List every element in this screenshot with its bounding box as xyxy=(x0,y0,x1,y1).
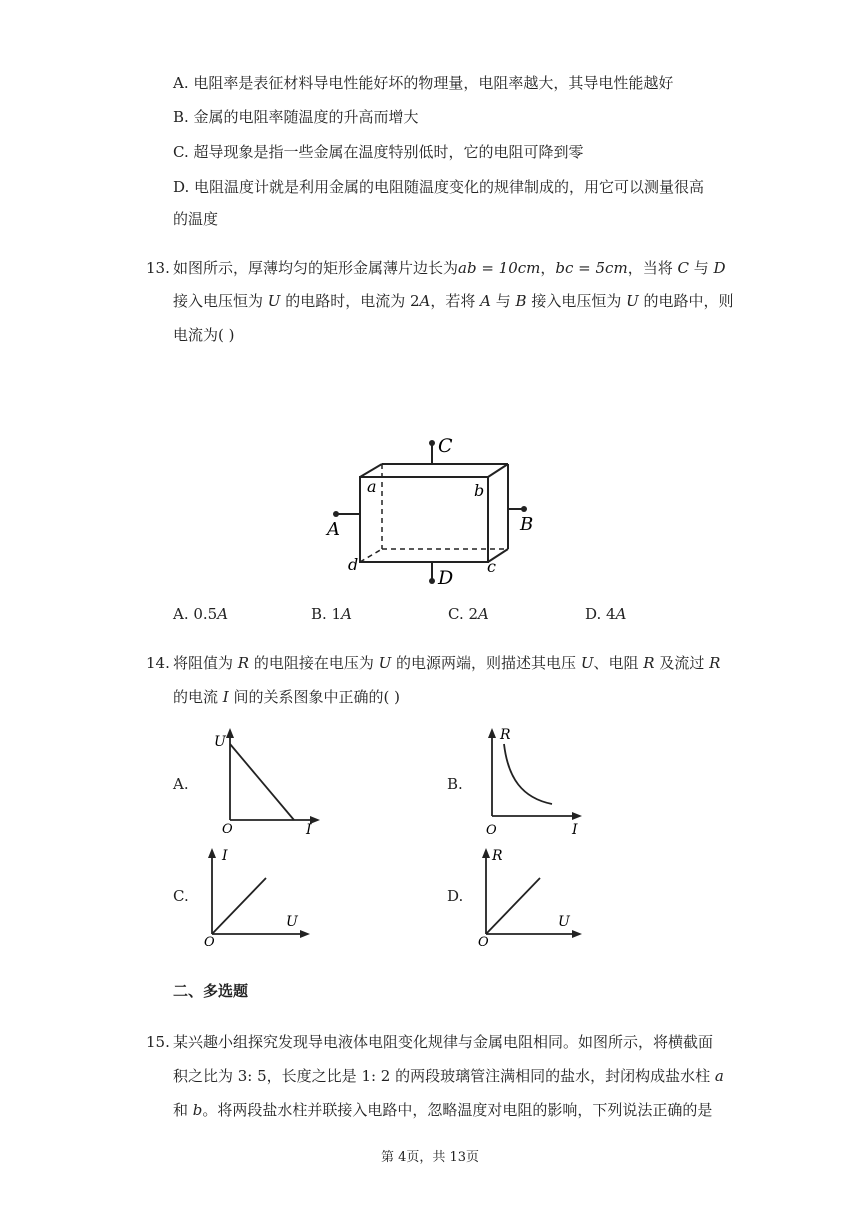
q15-line2: 积之比为 3: 5，长度之比是 1: 2 的两段玻璃管注满相同的盐水，封闭构成盐水柱 a xyxy=(173,1067,724,1085)
q12-option-b: B. 金属的电阻率随温度的升高而增大 xyxy=(173,108,419,126)
graph-b-x-label: I xyxy=(572,822,578,838)
graph-d-x-label: U xyxy=(558,914,570,930)
q14-line1: 将阻值为 R 的电阻接在电压为 U 的电源两端，则描述其电压 U、电阻 R 及流过 R xyxy=(173,654,721,672)
q13-option-c: C. 2A xyxy=(448,605,489,623)
q13-metal-sheet-figure xyxy=(322,432,552,592)
label-C: C xyxy=(438,435,453,457)
label-d: d xyxy=(348,555,359,574)
q12-option-c: C. 超导现象是指一些金属在温度特别低时，它的电阻可降到零 xyxy=(173,143,584,161)
q14-option-b-label: B. xyxy=(447,775,463,793)
graph-a-origin: O xyxy=(222,822,233,837)
q14-line2: 的电流 I 间的关系图象中正确的( ) xyxy=(173,688,400,706)
q12-option-a: A. 电阻率是表征材料导电性能好坏的物理量，电阻率越大，其导电性能越好 xyxy=(173,74,674,92)
q14-graph-a xyxy=(214,726,324,838)
page-footer: 第 4页，共 13页 xyxy=(380,1150,480,1165)
graph-a-y-label: U xyxy=(214,734,226,750)
q14-option-a-label: A. xyxy=(173,775,189,793)
label-b: b xyxy=(474,481,485,500)
q13-line2: 接入电压恒为 U 的电路时，电流为 2A，若将 A 与 B 接入电压恒为 U 的电路中，则 xyxy=(173,292,734,310)
q13-line1: 如图所示，厚薄均匀的矩形金属薄片边长为ab = 10cm，bc = 5cm，当将 C 与 D xyxy=(173,259,726,277)
q13-option-a: A. 0.5A xyxy=(173,605,229,623)
q14-graph-b xyxy=(480,726,590,838)
q14-graph-d xyxy=(476,844,586,948)
graph-b-y-label: R xyxy=(500,727,511,743)
q12-option-d-line2: 的温度 xyxy=(173,210,219,228)
graph-b-origin: O xyxy=(486,823,497,838)
q14-number: 14. xyxy=(146,654,170,672)
label-a: a xyxy=(367,477,377,496)
graph-c-y-label: I xyxy=(222,848,228,864)
label-D: D xyxy=(438,567,454,589)
graph-c-origin: O xyxy=(204,935,215,948)
q15-line1: 某兴趣小组探究发现导电液体电阻变化规律与金属电阻相同。如图所示，将横截面 xyxy=(173,1033,714,1051)
q12-option-d-line1: D. 电阻温度计就是利用金属的电阻随温度变化的规律制成的，用它可以测量很高 xyxy=(173,178,705,196)
label-c: c xyxy=(487,557,496,576)
q13-number: 13. xyxy=(146,259,170,277)
graph-a-x-label: I xyxy=(306,822,312,838)
section-heading: 二、多选题 xyxy=(173,982,249,1000)
q14-option-c-label: C. xyxy=(173,887,189,905)
graph-c-x-label: U xyxy=(286,914,298,930)
graph-d-origin: O xyxy=(478,935,489,948)
graph-d-y-label: R xyxy=(492,848,503,864)
label-A: A xyxy=(327,519,340,540)
q15-number: 15. xyxy=(146,1033,170,1051)
q13-option-b: B. 1A xyxy=(311,605,352,623)
q14-graph-c xyxy=(202,844,312,948)
q13-line3: 电流为( ) xyxy=(173,326,235,344)
label-B: B xyxy=(520,514,534,535)
q14-option-d-label: D. xyxy=(447,887,464,905)
q13-option-d: D. 4A xyxy=(585,605,627,623)
q15-line3: 和 b。将两段盐水柱并联接入电路中，忽略温度对电阻的影响，下列说法正确的是 xyxy=(173,1101,713,1119)
